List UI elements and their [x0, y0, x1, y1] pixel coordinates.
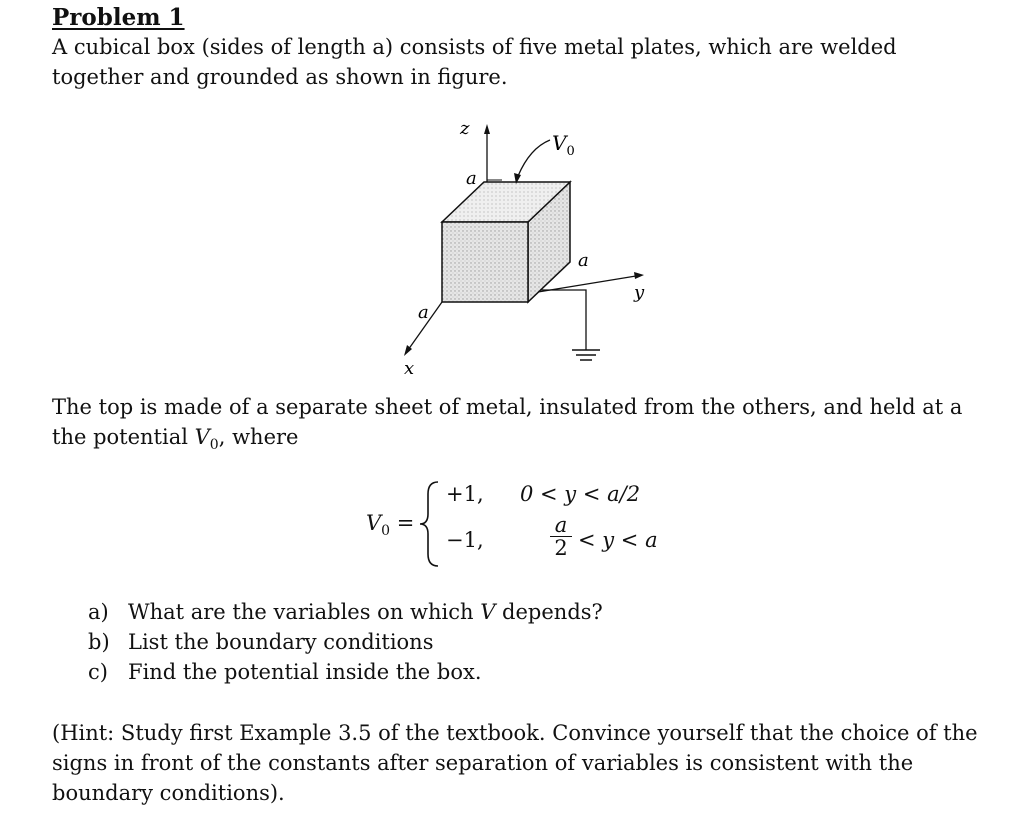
x-axis-label: x [404, 358, 415, 379]
z-axis-label: z [460, 118, 470, 139]
v0-label: $V_0$ [552, 131, 575, 159]
cube-diagram [390, 118, 660, 380]
v0-pointer-arrow [518, 140, 550, 176]
question-list [88, 597, 603, 687]
question-label: a) [88, 600, 109, 624]
question-label: c) [88, 660, 108, 684]
cube-figure [390, 118, 660, 380]
intro-paragraph: A cubical box (sides of length a) consists of five metal plates, which are welded together and grounded as shown in figure. [52, 35, 897, 89]
hint-paragraph: (Hint: Study first Example 3.5 of the textbook. Convince yourself that the choice of the signs in front of the constants after separation of variables is consistent with the boundary conditions). [52, 721, 978, 805]
a-top-label: a [466, 168, 477, 189]
y-axis-arrow [634, 272, 644, 279]
case1-condition: 0 < y < a/2 [520, 482, 641, 506]
list-item [88, 597, 603, 627]
list-item [88, 627, 603, 657]
a-right-label: a [578, 250, 589, 271]
piecewise-equation [360, 476, 690, 576]
question-text: What are the variables on which V depends? [128, 600, 603, 624]
ground-wire [540, 290, 586, 350]
case1-value: +1, [446, 482, 484, 506]
list-item [88, 657, 603, 687]
v0-inline: V [194, 425, 210, 449]
top-plate-paragraph [52, 392, 982, 460]
question-text: List the boundary conditions [128, 630, 434, 654]
y-axis-label: y [634, 282, 645, 303]
problem-title: Problem 1 [52, 4, 185, 31]
v0-inline-sub: 0 [209, 437, 219, 454]
case2-condition: < y < a [578, 528, 658, 552]
left-brace [418, 480, 442, 568]
top-text-part1: The top is made of a separate sheet of metal, insulated from the others, and held at a the potential [52, 395, 963, 449]
top-text-part2: , where [218, 425, 299, 449]
question-text: Find the potential inside the box. [128, 660, 482, 684]
cube-front-face [442, 222, 528, 302]
equation-lhs: $V_0$ = [366, 511, 415, 540]
question-label: b) [88, 630, 110, 654]
a-left-label: a [418, 302, 429, 323]
case2-value: −1, [446, 528, 484, 552]
z-axis-arrow [484, 124, 490, 134]
case2-fraction: a 2 [550, 514, 572, 559]
